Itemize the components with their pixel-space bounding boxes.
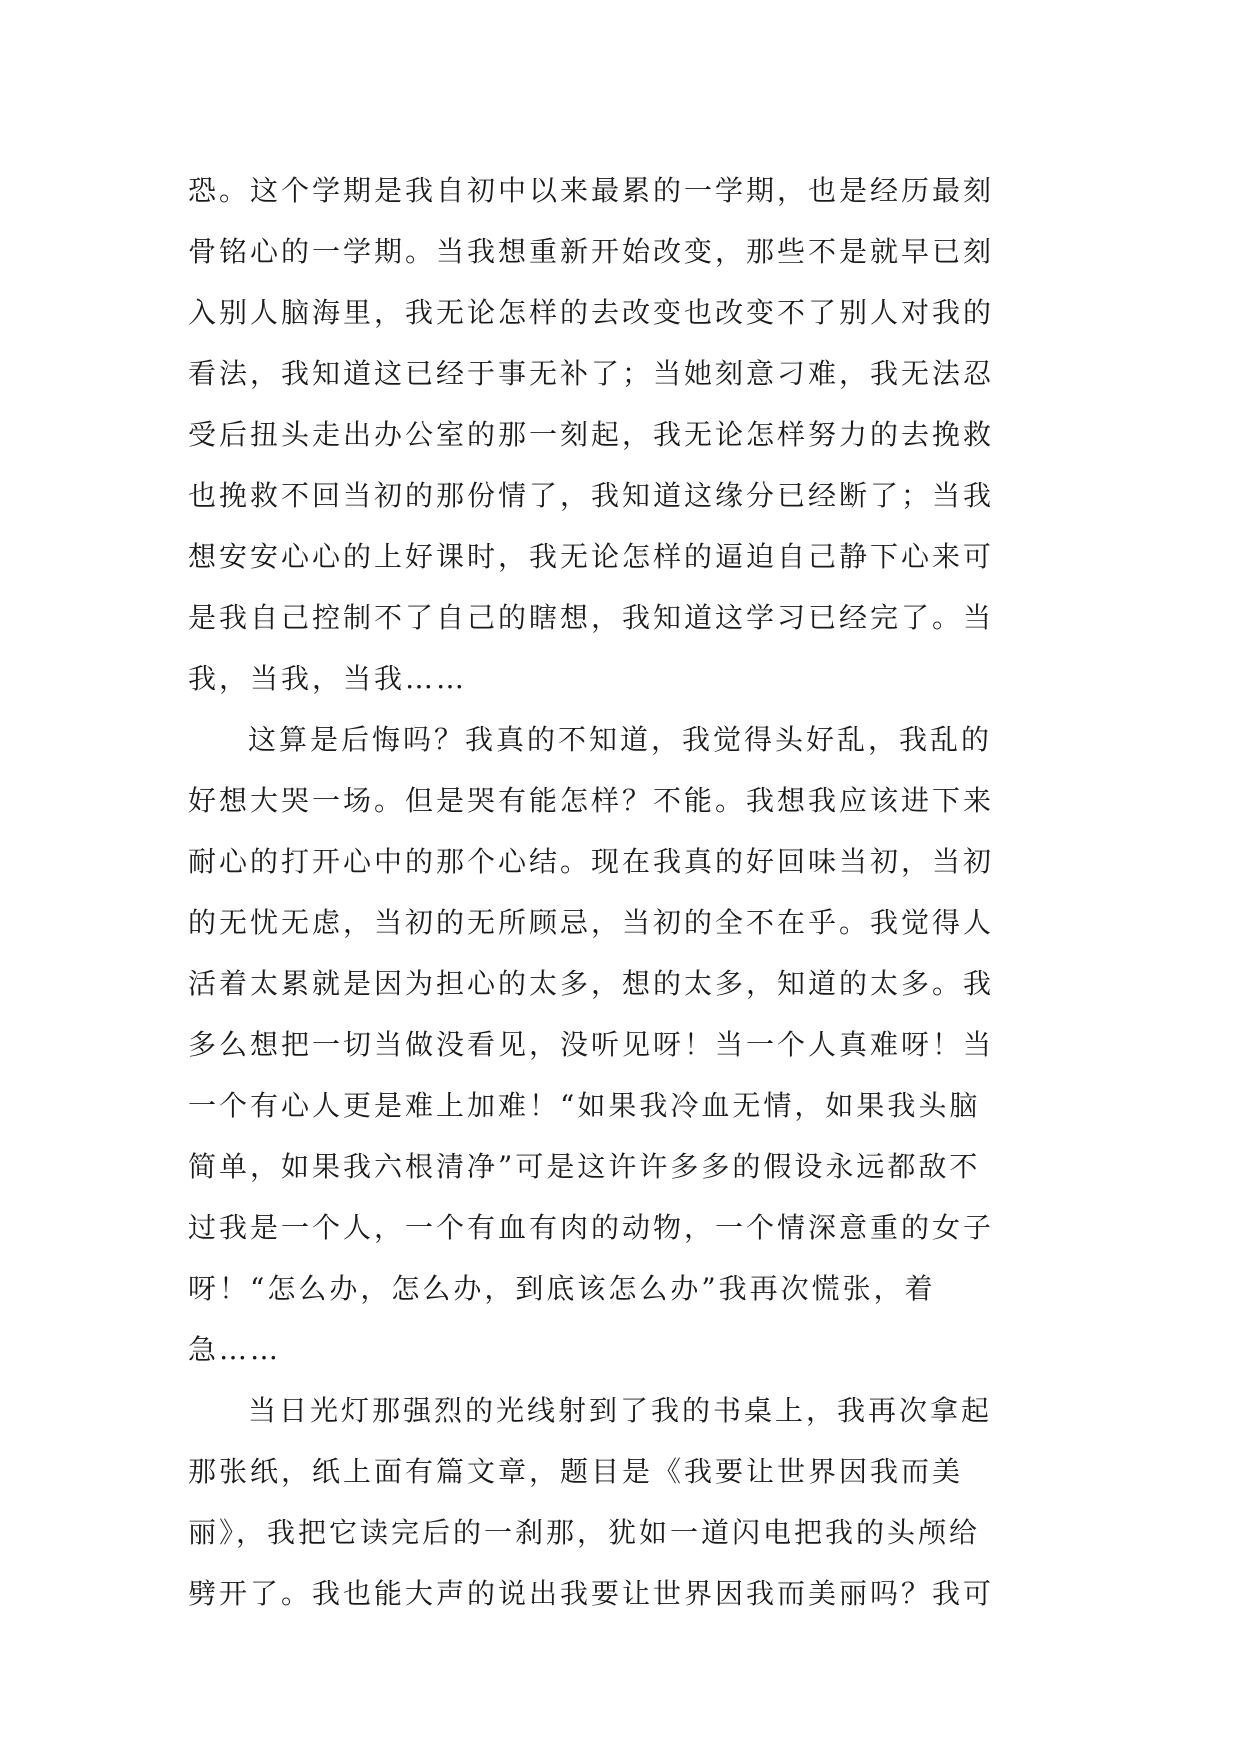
text-line: 活着太累就是因为担心的太多，想的太多，知道的太多。我 [188,967,995,1000]
text-line: 丽》，我把它读完后的一刹那，犹如一道闪电把我的头颅给 [188,1516,981,1549]
text-line: 耐心的打开心中的那个心结。现在我真的好回味当初，当初 [188,845,995,878]
text-line: 一个有心人更是难上加难！“如果我冷血无情，如果我头脑 [188,1089,981,1122]
paragraph-2 [188,709,1058,1380]
body-text [188,160,1058,1624]
paragraph-3 [188,1380,1058,1624]
text-line: 入别人脑海里，我无论怎样的去改变也改变不了别人对我的 [188,296,995,329]
text-line-indented: 这算是后悔吗？我真的不知道，我觉得头好乱，我乱的 [248,723,993,756]
text-line: 多么想把一切当做没看见，没听见呀！当一个人真难呀！当 [188,1028,995,1061]
text-line: 看法，我知道这已经于事无补了；当她刻意刁难，我无法忍 [188,357,995,390]
text-line: 的无忧无虑，当初的无所顾忌，当初的全不在乎。我觉得人 [188,906,995,939]
text-line: 想安安心心的上好课时，我无论怎样的逼迫自己静下心来可 [188,540,995,573]
text-line: 骨铭心的一学期。当我想重新开始改变，那些不是就早已刻 [188,235,995,268]
text-line: 过我是一个人，一个有血有肉的动物，一个情深意重的女子 [188,1211,995,1244]
text-line: 好想大哭一场。但是哭有能怎样？不能。我想我应该进下来 [188,784,995,817]
text-line: 受后扭头走出办公室的那一刻起，我无论怎样努力的去挽救 [188,418,995,451]
text-line-indented: 当日光灯那强烈的光线射到了我的书桌上，我再次拿起 [248,1394,993,1427]
text-line: 急…… [188,1333,282,1366]
text-line: 简单，如果我六根清净”可是这许许多多的假设永远都敌不 [188,1150,981,1183]
text-line: 呀！“怎么办，怎么办，到底该怎么办”我再次慌张，着 [188,1272,936,1305]
text-line: 我，当我，当我…… [188,662,468,695]
paragraph-1 [188,160,1058,709]
text-line: 那张纸，纸上面有篇文章，题目是《我要让世界因我而美 [188,1455,964,1488]
text-line: 劈开了。我也能大声的说出我要让世界因我而美丽吗？我可 [188,1577,995,1610]
text-line: 是我自己控制不了自己的瞎想，我知道这学习已经完了。当 [188,601,995,634]
text-line: 也挽救不回当初的那份情了，我知道这缘分已经断了；当我 [188,479,995,512]
text-line: 恐。这个学期是我自初中以来最累的一学期，也是经历最刻 [188,174,995,207]
